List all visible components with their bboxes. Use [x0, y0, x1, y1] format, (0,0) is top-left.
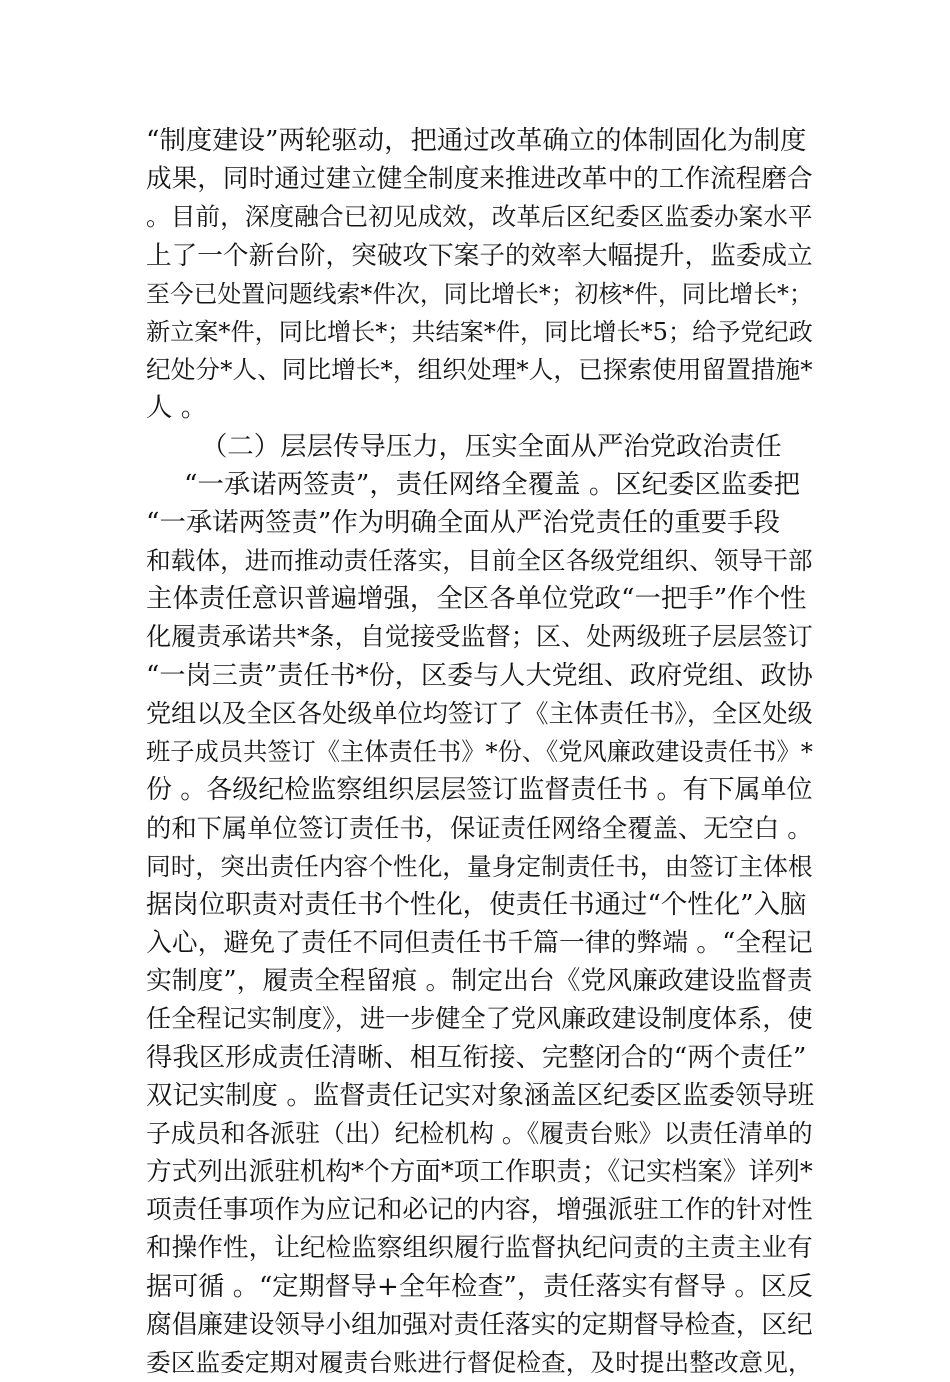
text-line: 成果，同时通过建立健全制度来推进改革中的工作流程磨合 [146, 164, 813, 195]
text-line: 新立案*件，同比增长*；共结案*件，同比增长*5；给予党纪政 [146, 317, 813, 346]
text-line: 双记实制度 。监督责任记实对象涵盖区纪委区监委领导班 [146, 1079, 815, 1111]
text-line: “制度建设”两轮驱动，把通过改革确立的体制固化为制度 [146, 125, 807, 156]
text-line: 同时，突出责任内容个性化，量身定制责任书，由签订主体根 [146, 851, 813, 881]
text-line: 化履责承诺共*条，自觉接受监督；区、处两级班子层层签订 [146, 622, 813, 652]
document-body [146, 122, 816, 1382]
text-line: 和操作性，让纪检监察组织履行监督执纪问责的主责主业有 [146, 1233, 813, 1264]
text-line: 据可循 。“定期督导+全年检查”，责任落实有督导 。区反 [146, 1271, 813, 1302]
text-line: 党组以及全区各处级单位均签订了《主体责任书》，全区处级 [146, 698, 813, 728]
text-line: “一承诺两签责”，责任网络全覆盖 。区纪委区监委把 [184, 468, 800, 500]
text-line: 的和下属单位签订责任书，保证责任网络全覆盖、无空白 。 [146, 813, 813, 844]
text-line: 主体责任意识普遍增强，全区各单位党政“一把手”作个性 [146, 583, 807, 615]
text-line: 班子成员共签订《主体责任书》*份、《党风廉政建设责任书》* [146, 737, 813, 766]
text-line: 据岗位职责对责任书个性化，使责任书通过“个性化”入脑 [146, 888, 807, 920]
text-line: 腐倡廉建设领导小组加强对责任落实的定期督导检查，区纪 [146, 1309, 813, 1340]
text-line: 至今已处置问题线索*件次，同比增长*；初核*件，同比增长*； [146, 279, 813, 308]
text-line: 。目前，深度融合已初见成效，改革后区纪委区监委办案水平 [146, 202, 813, 232]
text-line: 人 。 [146, 392, 208, 424]
text-line: 上了一个新台阶，突破攻下案子的效率大幅提升，监委成立 [146, 240, 813, 271]
text-line: “一承诺两签责”作为明确全面从严治党责任的重要手段 [146, 506, 780, 538]
text-line: 实制度”，履责全程留痕 。制定出台《党风廉政建设监督责 [146, 966, 813, 997]
text-line: “一岗三责”责任书*份，区委与人大党组、政府党组、政协 [146, 660, 813, 691]
text-line: 任全程记实制度》，进一步健全了党风廉政建设制度体系，使 [146, 1004, 813, 1034]
text-line: 委区监委定期对履责台账进行督促检查，及时提出整改意见， [146, 1348, 813, 1377]
section-heading: （二）层层传导压力，压实全面从严治党政治责任 [201, 430, 782, 462]
text-line: 项责任事项作为应记和必记的内容，增强派驻工作的针对性 [146, 1195, 813, 1226]
text-line: 子成员和各派驻（出）纪检机构 。《履责台账》以责任清单的 [146, 1118, 813, 1148]
text-line: 得我区形成责任清晰、相互衔接、完整闭合的“两个责任” [146, 1041, 807, 1073]
text-line: 份 。各级纪检监察组织层层签订监督责任书 。有下属单位 [146, 775, 813, 806]
text-line: 纪处分*人、同比增长*，组织处理*人，已探索使用留置措施* [146, 355, 813, 385]
text-line: 入心，避免了责任不同但责任书千篇一律的弊端 。“全程记 [146, 927, 813, 958]
text-line: 方式列出派驻机构*个方面*项工作职责；《记实档案》详列* [146, 1157, 813, 1188]
text-line: 和载体，进而推动责任落实，目前全区各级党组织、领导干部 [146, 546, 813, 576]
